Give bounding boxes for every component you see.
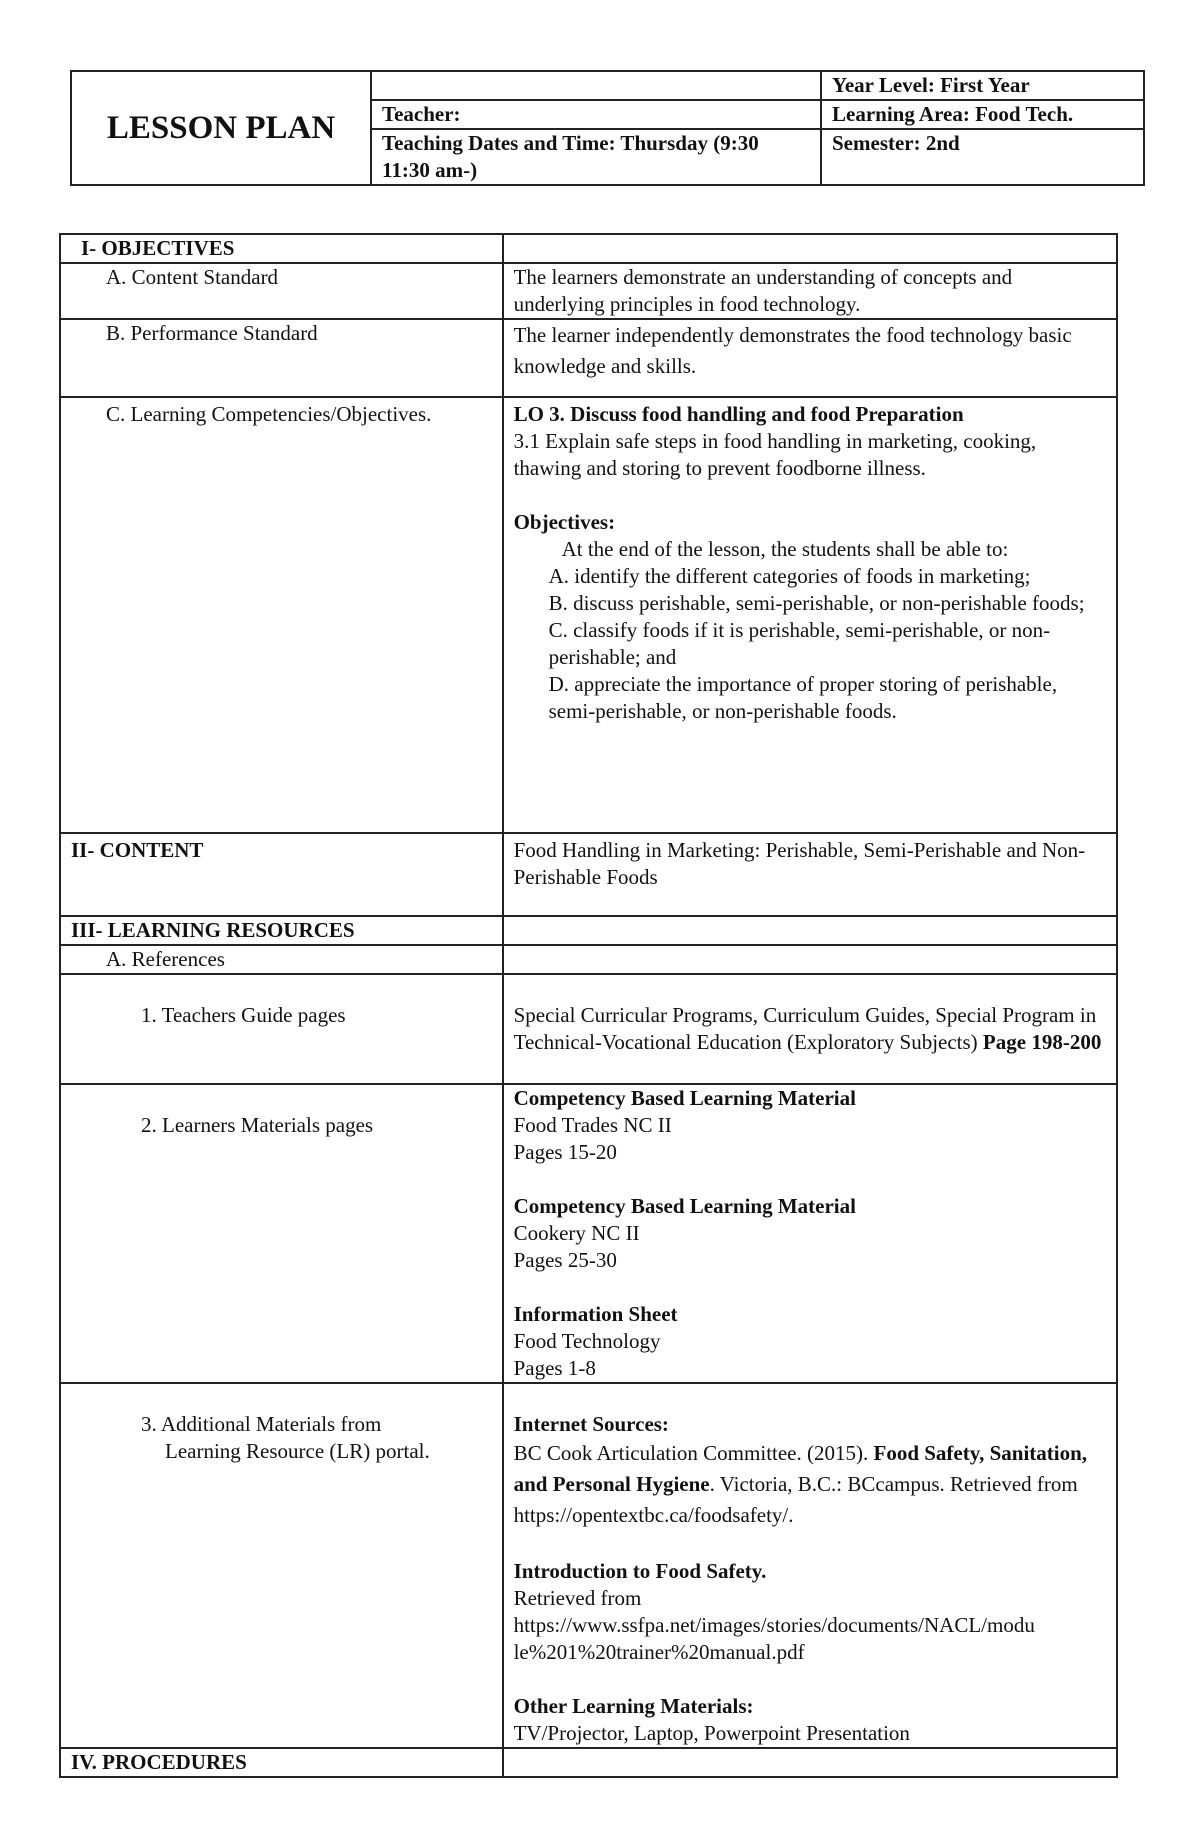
spacer: [514, 482, 1106, 509]
objectives-label: Objectives:: [513, 510, 616, 534]
other-materials-text: TV/Projector, Laptop, Powerpoint Presentation: [513, 1721, 910, 1745]
teachers-guide-text: Special Curricular Programs, Curriculum Guides, Special Program in Technical-Vocational Education (Exploratory Subjects): [513, 1003, 1097, 1054]
material-line-3a: Food Technology: [513, 1329, 661, 1353]
learners-materials-label: 2. Learners Materials pages: [60, 1084, 503, 1383]
empty-cell: [503, 916, 1117, 945]
citation-post: . Victoria, B.C.: BCcampus. Retrieved from https://opentextbc.ca/foodsafety/.: [513, 1472, 1078, 1527]
empty-cell: [503, 1748, 1117, 1777]
year-level: Year Level: First Year: [821, 71, 1144, 100]
objectives-heading: I- OBJECTIVES: [60, 234, 503, 263]
material-line-1b: Pages 15-20: [513, 1140, 617, 1164]
material-line-2a: Cookery NC II: [513, 1221, 640, 1245]
material-line-2b: Pages 25-30: [513, 1248, 617, 1272]
lo-title: LO 3. Discuss food handling and food Preparation: [513, 402, 964, 426]
objective-item-d: D. appreciate the importance of proper storing of perishable, semi-perishable, or non-perishable foods.: [548, 672, 1058, 723]
teacher-label: Teacher:: [371, 100, 821, 129]
material-title-1: Competency Based Learning Material: [513, 1086, 856, 1110]
additional-materials-label-cell: [60, 1383, 503, 1748]
internet-sources-label: Internet Sources:: [513, 1412, 669, 1436]
material-title-2: Competency Based Learning Material: [513, 1194, 856, 1218]
procedures-row: [60, 1748, 1117, 1777]
performance-standard-label: B. Performance Standard: [60, 319, 503, 397]
content-text: Food Handling in Marketing: Perishable, Semi-Perishable and Non-Perishable Foods: [503, 833, 1117, 916]
competencies-label: C. Learning Competencies/Objectives.: [60, 397, 503, 833]
lesson-table: [59, 233, 1118, 1778]
empty-cell: [503, 945, 1117, 974]
url-line-2: le%201%20trainer%20manual.pdf: [513, 1640, 805, 1664]
resources-heading-row: [60, 916, 1117, 945]
material-line-1a: Food Trades NC II: [513, 1113, 672, 1137]
competencies-row: [60, 397, 1117, 833]
references-label: A. References: [60, 945, 503, 974]
objectives-heading-row: [60, 234, 1117, 263]
spacer: [514, 1531, 1106, 1558]
teachers-guide-row: [60, 974, 1117, 1084]
semester: Semester: 2nd: [821, 129, 1144, 185]
content-row: [60, 833, 1117, 916]
spacer: [514, 1274, 1106, 1301]
empty-cell: [503, 234, 1117, 263]
teachers-guide-label: 1. Teachers Guide pages: [60, 974, 503, 1084]
additional-materials-cell: [503, 1383, 1117, 1748]
content-standard-row: [60, 263, 1117, 319]
additional-materials-row: [60, 1383, 1117, 1748]
citation: [514, 1438, 1106, 1531]
material-line-3b: Pages 1-8: [513, 1356, 596, 1380]
content-standard-text: The learners demonstrate an understanding of concepts and underlying principles in food technology.: [503, 263, 1117, 319]
objective-item-a: A. identify the different categories of foods in marketing;: [548, 564, 1031, 588]
competencies-cell: [503, 397, 1117, 833]
objectives-intro: At the end of the lesson, the students shall be able to:: [561, 537, 1009, 561]
teachers-guide-cell: [503, 974, 1117, 1084]
citation-title: Food Safety, Sanitation, and Personal Hygiene: [513, 1441, 1088, 1496]
other-materials-label: Other Learning Materials:: [513, 1694, 754, 1718]
objective-item-b: B. discuss perishable, semi-perishable, or non-perishable foods;: [548, 591, 1085, 615]
content-heading: II- CONTENT: [60, 833, 503, 916]
citation-pre: BC Cook Articulation Committee. (2015).: [513, 1441, 869, 1465]
spacer: [514, 1666, 1106, 1693]
spacer: [514, 1166, 1106, 1193]
teaching-dates: Teaching Dates and Time: Thursday (9:30 11:30 am-): [371, 129, 821, 185]
url-line-1: https://www.ssfpa.net/images/stories/documents/NACL/modu: [513, 1613, 1035, 1637]
additional-label-line2: Learning Resource (LR) portal.: [165, 1439, 430, 1463]
performance-standard-text: The learner independently demonstrates the food technology basic knowledge and skills.: [503, 319, 1117, 397]
retrieved-from: Retrieved from: [513, 1586, 642, 1610]
objective-item-c: C. classify foods if it is perishable, semi-perishable, or non-perishable; and: [548, 618, 1051, 669]
header-table: [70, 70, 1145, 186]
performance-standard-row: [60, 319, 1117, 397]
lo-text: 3.1 Explain safe steps in food handling in marketing, cooking, thawing and storing to prevent foodborne illness.: [513, 429, 1037, 480]
procedures-heading: IV. PROCEDURES: [60, 1748, 503, 1777]
teachers-guide-pages: Page 198-200: [982, 1030, 1102, 1054]
lesson-plan-title: LESSON PLAN: [71, 71, 371, 185]
content-standard-label: A. Content Standard: [60, 263, 503, 319]
intro-food-safety-title: Introduction to Food Safety.: [513, 1559, 767, 1583]
learning-area: Learning Area: Food Tech.: [821, 100, 1144, 129]
material-title-3: Information Sheet: [513, 1302, 678, 1326]
additional-label-line1: 3. Additional Materials from: [141, 1412, 382, 1436]
learners-materials-row: [60, 1084, 1117, 1383]
learners-materials-cell: [503, 1084, 1117, 1383]
resources-heading: III- LEARNING RESOURCES: [60, 916, 503, 945]
header-empty-cell: [371, 71, 821, 100]
references-row: [60, 945, 1117, 974]
